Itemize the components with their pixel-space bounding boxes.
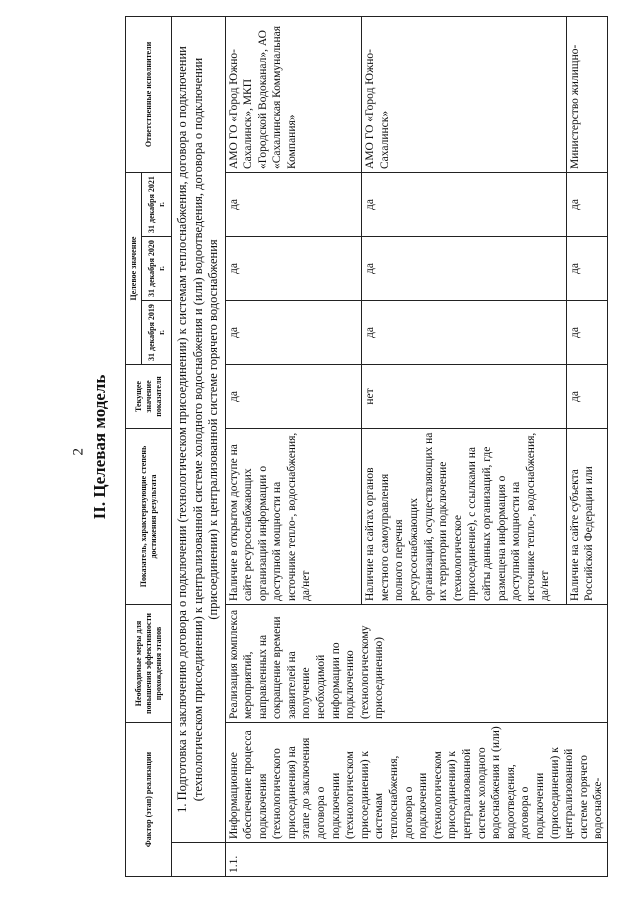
- row-current: да: [566, 365, 607, 429]
- section-title: 1. Подготовка к заключению договора о подключении (технологическом присоединении) к системам теплоснабжения, договора о подключении (технологическом присоединении) к централизованной системе холодного водоснабжения и (или) водоотведения, договора о подключении (присоединении) к централизованной системе горячего водоснабжения: [172, 16, 226, 842]
- header-target-group: Целевое значение: [126, 172, 142, 364]
- row-target-2021: да: [566, 172, 607, 236]
- header-current: Текущее значение показателя: [126, 365, 172, 429]
- header-measures: Необходимые меры для повышения эффективности прохождения этапов: [126, 605, 172, 723]
- row-indicator: Наличие в открытом доступе на сайте ресурсоснабжающих организаций информации о доступной мощности на источнике тепло-, водоснабжения, да/нет: [225, 429, 362, 605]
- row-target-2019: да: [566, 301, 607, 365]
- row-target-2020: да: [566, 237, 607, 301]
- section-row: [172, 16, 226, 876]
- row-current: нет: [362, 365, 566, 429]
- row-number: 1.1.: [225, 843, 607, 877]
- row-measures: Реализация комплекса мероприятий, направленных на сокращение времени заявителей на получение необходимой информации по подключению (технологическому присоединению): [225, 605, 607, 723]
- header-target-2020: 31 декабря 2020 г.: [142, 237, 172, 301]
- row-indicator: Наличие на сайте субъекта Российской Федерации или: [566, 429, 607, 605]
- row-current: да: [225, 365, 362, 429]
- row-factor: Информационное обеспечение процесса подключения (технологического присоединения) на этапе до заключения договора о подключении (технологическом присоединении) к системам теплоснабжения, договора о подключении (технологическом присоединении) к централизованной системе холодного водоснабжения и (или) водоотведения, договора о подключении (присоединении) к централизованной системе горячего водоснабже-: [225, 723, 607, 843]
- table-row: [225, 16, 362, 876]
- row-target-2021: да: [362, 172, 566, 236]
- row-target-2020: да: [225, 237, 362, 301]
- row-target-2021: да: [225, 172, 362, 236]
- header-target-2019: 31 декабря 2019 г.: [142, 301, 172, 365]
- header-target-2021: 31 декабря 2021 г.: [142, 172, 172, 236]
- row-target-2019: да: [362, 301, 566, 365]
- section-spacer: [172, 843, 226, 877]
- header-row: [126, 16, 142, 876]
- target-model-table: [125, 16, 608, 877]
- header-responsible: Ответственные исполнители: [126, 16, 172, 172]
- row-indicator: Наличие на сайтах органов местного самоуправления полного перечня ресурсоснабжающих организаций, осуществляющих на их территории подключение (технологическое присоединение), с ссылками на сайты данных организаций, где размещена информация о доступной мощности на источнике тепло-, водоснабжения, да/нет: [362, 429, 566, 605]
- row-responsible: АМО ГО «Город Южно-Сахалинск»: [362, 16, 566, 172]
- rotated-page: [40, 7, 605, 887]
- page-number: 2: [70, 448, 87, 456]
- header-indicator: Показатель, характеризующие степень достижения результата: [126, 429, 172, 605]
- header-factor: Фактор (этап) реализации: [126, 723, 172, 877]
- row-responsible: АМО ГО «Город Южно-Сахалинск», МКП «Городской Водоканал», АО «Сахалинская Коммунальная Компания»: [225, 16, 362, 172]
- row-responsible: Министерство жилищно-: [566, 16, 607, 172]
- page-title: II. Целевая модель: [90, 374, 109, 520]
- row-target-2019: да: [225, 301, 362, 365]
- row-target-2020: да: [362, 237, 566, 301]
